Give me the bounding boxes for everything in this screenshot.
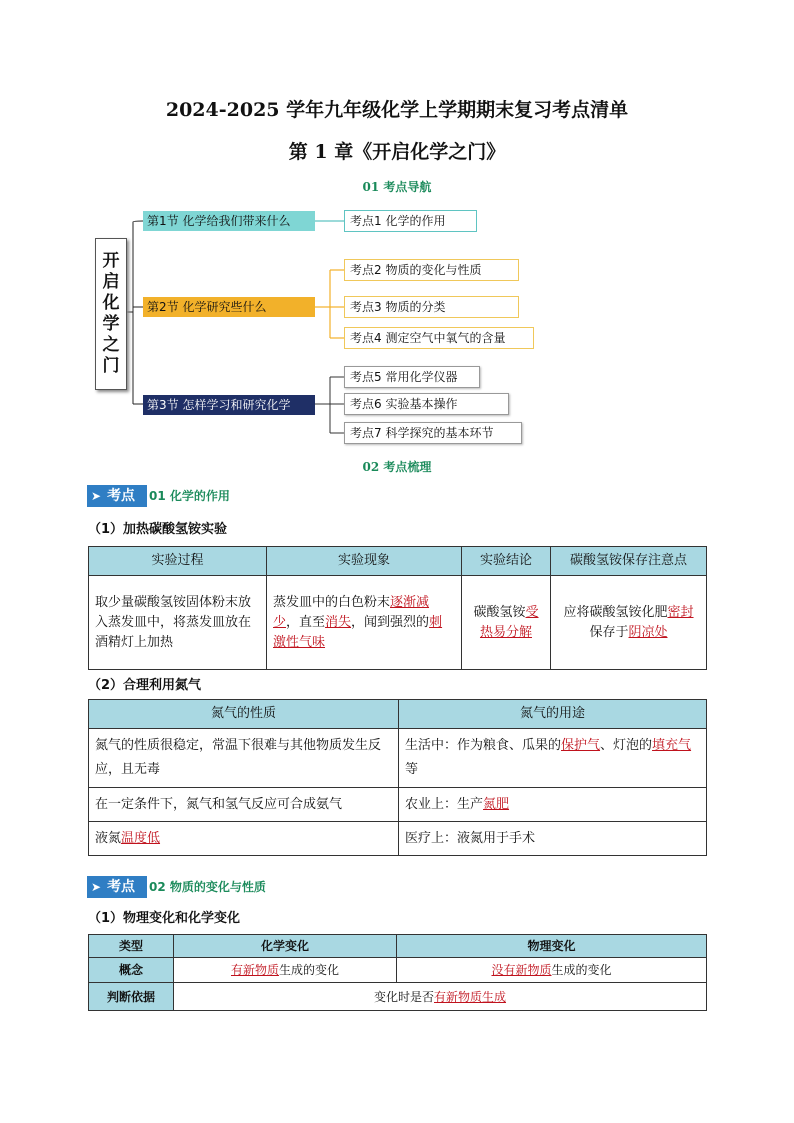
kaodian-2-node: 考点2 物质的变化与性质 (344, 259, 519, 281)
table-header-cell: 物理变化 (397, 935, 707, 958)
chemical-concept-cell: 有新物质生成的变化 (174, 958, 397, 983)
connector-sec1 (133, 221, 143, 222)
table-header-cell: 氮气的用途 (399, 700, 707, 729)
kaodian-3-node: 考点3 物质的分类 (344, 296, 519, 318)
process-cell: 取少量碳酸氢铵固体粉末放入蒸发皿中，将蒸发皿放在酒精灯上加热 (89, 576, 267, 670)
change-types-table (88, 934, 707, 1011)
mind-map (0, 0, 794, 460)
kaodian-7-node: 考点7 科学探究的基本环节 (344, 422, 522, 444)
usage-cell: 农业上：生产氮肥 (399, 788, 707, 822)
table-header-cell: 类型 (89, 935, 174, 958)
phenomenon-cell: 蒸发皿中的白色粉末逐渐减少，直至消失，闻到强烈的刺激性气味 (267, 576, 462, 670)
chapter-title: 第 1 章《开启化学之门》 (288, 141, 506, 163)
document-title: 2024-2025 学年九年级化学上学期期末复习考点清单 (165, 99, 629, 121)
row-label: 判断依据 (89, 983, 174, 1011)
row-label: 概念 (89, 958, 174, 983)
section-1-node: 第1节 化学给我们带来什么 (143, 211, 315, 231)
property-cell: 液氮温度低 (89, 822, 399, 856)
property-cell: 在一定条件下，氮气和氢气反应可合成氨气 (89, 788, 399, 822)
kaodian-02-title: 02 物质的变化与性质 (149, 880, 266, 894)
table-row (89, 729, 707, 788)
table-row (89, 958, 707, 983)
kaodian-01-title: 01 化学的作用 (149, 489, 230, 503)
kaodian-01-sub1: （1）加热碳酸氢铵实验 (88, 522, 228, 537)
kaodian-tag: ➤ 考点 (87, 876, 147, 898)
section-3-node: 第3节 怎样学习和研究化学 (143, 395, 315, 415)
mind-map-root: 开启化学之门 (95, 238, 127, 390)
arrow-icon: ➤ (91, 489, 102, 503)
table-header-cell: 实验过程 (89, 547, 267, 576)
section-2-node: 第2节 化学研究些什么 (143, 297, 315, 317)
kaodian-6-node: 考点6 实验基本操作 (344, 393, 509, 415)
kaodian-tag: ➤ 考点 (87, 485, 147, 507)
nav-heading: 01 考点导航 (362, 180, 432, 194)
kaodian-01-sub2: （2）合理利用氮气 (88, 678, 202, 693)
table-header-row (89, 547, 707, 576)
kaodian-1-node: 考点1 化学的作用 (344, 210, 477, 232)
usage-cell: 医疗上：液氮用于手术 (399, 822, 707, 856)
table-row (89, 822, 707, 856)
kaodian-02-sub1: （1）物理变化和化学变化 (88, 911, 241, 926)
nitrogen-table (88, 699, 707, 856)
kaodian-5-node: 考点5 常用化学仪器 (344, 366, 480, 388)
table-row (89, 576, 707, 670)
table-header-cell: 实验结论 (462, 547, 551, 576)
property-cell: 氮气的性质很稳定，常温下很难与其他物质发生反应，且无毒 (89, 729, 399, 788)
conclusion-cell: 碳酸氢铵受热易分解 (462, 576, 551, 670)
table-header-cell: 氮气的性质 (89, 700, 399, 729)
basis-cell: 变化时是否有新物质生成 (174, 983, 707, 1011)
kaodian-4-node: 考点4 测定空气中氧气的含量 (344, 327, 534, 349)
usage-cell: 生活中：作为粮食、瓜果的保护气、灯泡的填充气等 (399, 729, 707, 788)
table-row (89, 788, 707, 822)
table-header-row (89, 935, 707, 958)
storage-cell: 应将碳酸氢铵化肥密封 保存于阴凉处 (551, 576, 707, 670)
table-header-cell: 化学变化 (174, 935, 397, 958)
table-header-cell: 实验现象 (267, 547, 462, 576)
table-row (89, 983, 707, 1011)
physical-concept-cell: 没有新物质生成的变化 (397, 958, 707, 983)
table-header-row (89, 700, 707, 729)
arrow-icon: ➤ (91, 880, 102, 894)
review-heading: 02 考点梳理 (362, 460, 432, 474)
table-header-cell: 碳酸氢铵保存注意点 (551, 547, 707, 576)
heating-experiment-table (88, 546, 707, 670)
